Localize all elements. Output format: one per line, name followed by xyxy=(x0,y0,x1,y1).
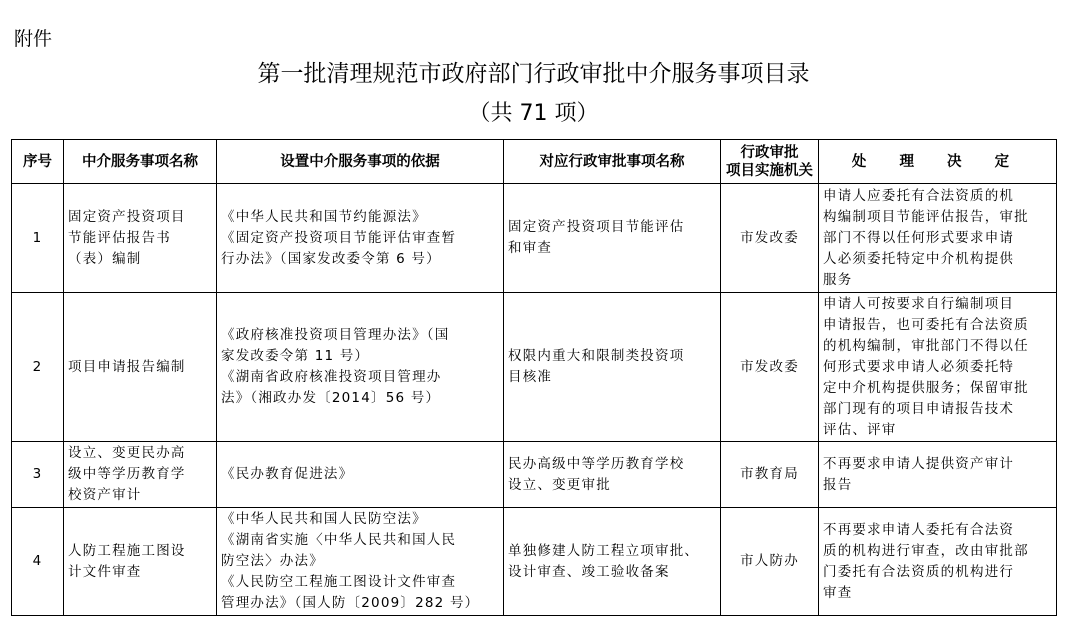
row-service-name xyxy=(64,293,217,442)
text-line: 单独修建人防工程立项审批、 xyxy=(508,542,700,559)
row-agency: 市发改委 xyxy=(721,293,819,442)
row-decision xyxy=(819,508,1057,616)
header-approval-item: 对应行政审批事项名称 xyxy=(504,140,721,184)
header-basis: 设置中介服务事项的依据 xyxy=(217,140,504,184)
row-approval-item xyxy=(504,293,721,442)
row-seq: 2 xyxy=(12,293,64,442)
text-line: （表）编制 xyxy=(68,250,142,267)
header-agency-line2: 项目实施机关 xyxy=(726,162,813,179)
text-line: 申请报告，也可委托有合法资质 xyxy=(823,316,1029,333)
text-line: 设立、变更民办高 xyxy=(68,445,186,461)
text-line: 《政府核准投资项目管理办法》（国 xyxy=(221,327,450,343)
text-line: 和审查 xyxy=(508,240,553,256)
text-line: 门委托有合法资质的机构进行 xyxy=(823,563,1015,580)
text-line: 构编制项目节能评估报告，审批 xyxy=(823,208,1029,225)
text-line: 《湖南省政府核准投资项目管理办 xyxy=(221,369,442,385)
text-line: 《中华人民共和国节约能源法》 xyxy=(221,208,427,225)
text-line: 家发改委令第 11 号） xyxy=(221,348,370,364)
text-line: 法》（湘政办发〔2014〕56 号） xyxy=(221,390,441,406)
text-line: 部门现有的项目申请报告技术 xyxy=(823,400,1015,417)
text-line: 的机构编制，审批部门不得以任 xyxy=(823,337,1029,354)
text-line: 《人民防空工程施工图设计文件审查 xyxy=(221,574,457,590)
row-agency: 市发改委 xyxy=(721,184,819,293)
text-line: 人防工程施工图设 xyxy=(68,542,186,559)
text-line: 级中等学历教育学 xyxy=(68,466,186,482)
header-seq: 序号 xyxy=(12,140,64,184)
row-agency: 市教育局 xyxy=(721,442,819,508)
text-line: 何形式要求申请人必须委托特 xyxy=(823,358,1015,375)
text-line: 行办法》（国家发改委令第 6 号） xyxy=(221,250,441,267)
text-line: 固定资产投资项目 xyxy=(68,208,186,225)
row-seq: 1 xyxy=(12,184,64,293)
document-title: 第一批清理规范市政府部门行政审批中介服务事项目录 xyxy=(257,61,810,87)
text-line: 服务 xyxy=(823,271,853,288)
row-decision xyxy=(819,293,1057,442)
row-service-name xyxy=(64,442,217,508)
row-service-name xyxy=(64,184,217,293)
header-decision: 处 理 决 定 xyxy=(819,140,1057,184)
attachment-label: 附件 xyxy=(14,28,53,50)
text-line: 申请人应委托有合法资质的机 xyxy=(823,187,1015,204)
text-line: 《民办教育促进法》 xyxy=(221,466,354,482)
text-line: 《湖南省实施〈中华人民共和国人民 xyxy=(221,532,457,548)
table-row xyxy=(12,442,1057,508)
row-approval-item xyxy=(504,442,721,508)
table-row xyxy=(12,508,1057,616)
row-approval-item xyxy=(504,184,721,293)
table-row xyxy=(12,184,1057,293)
text-line: 质的机构进行审查，改由审批部 xyxy=(823,542,1029,559)
text-line: 管理办法》（国人防〔2009〕282 号） xyxy=(221,595,480,611)
row-seq: 3 xyxy=(12,442,64,508)
text-line: 计文件审查 xyxy=(68,563,142,580)
table-row xyxy=(12,293,1057,442)
header-service-name: 中介服务事项名称 xyxy=(64,140,217,184)
header-agency xyxy=(721,140,819,184)
text-line: 节能评估报告书 xyxy=(68,229,171,246)
text-line: 设计审查、竣工验收备案 xyxy=(508,563,670,580)
row-approval-item xyxy=(504,508,721,616)
text-line: 报告 xyxy=(823,476,853,493)
text-line: 申请人可按要求自行编制项目 xyxy=(823,295,1015,312)
text-line: 项目申请报告编制 xyxy=(68,358,186,375)
row-seq: 4 xyxy=(12,508,64,616)
text-line: 评估、评审 xyxy=(823,421,897,438)
text-line: 权限内重大和限制类投资项 xyxy=(508,348,685,364)
header-agency-line1: 行政审批 xyxy=(740,144,799,161)
text-line: 《中华人民共和国人民防空法》 xyxy=(221,511,427,527)
row-basis xyxy=(217,508,504,616)
text-line: 部门不得以任何形式要求申请 xyxy=(823,229,1015,246)
text-line: 民办高级中等学历教育学校 xyxy=(508,455,685,472)
catalog-table xyxy=(11,139,1057,616)
text-line: 定中介机构提供服务；保留审批 xyxy=(823,379,1029,396)
text-line: 目核准 xyxy=(508,369,553,385)
text-line: 不再要求申请人委托有合法资 xyxy=(823,521,1015,538)
document-subtitle: （共 71 项） xyxy=(468,101,599,126)
row-basis xyxy=(217,293,504,442)
row-basis xyxy=(217,184,504,293)
text-line: 固定资产投资项目节能评估 xyxy=(508,219,685,235)
text-line: 设立、变更审批 xyxy=(508,476,611,493)
row-decision xyxy=(819,184,1057,293)
text-line: 审查 xyxy=(823,584,853,601)
text-line: 不再要求申请人提供资产审计 xyxy=(823,455,1015,472)
text-line: 人必须委托特定中介机构提供 xyxy=(823,250,1015,267)
row-service-name xyxy=(64,508,217,616)
row-decision xyxy=(819,442,1057,508)
text-line: 校资产审计 xyxy=(68,487,142,503)
row-basis xyxy=(217,442,504,508)
text-line: 防空法〉办法》 xyxy=(221,553,324,569)
table-header-row xyxy=(12,140,1057,184)
text-line: 《固定资产投资项目节能评估审查暂 xyxy=(221,229,457,246)
row-agency: 市人防办 xyxy=(721,508,819,616)
